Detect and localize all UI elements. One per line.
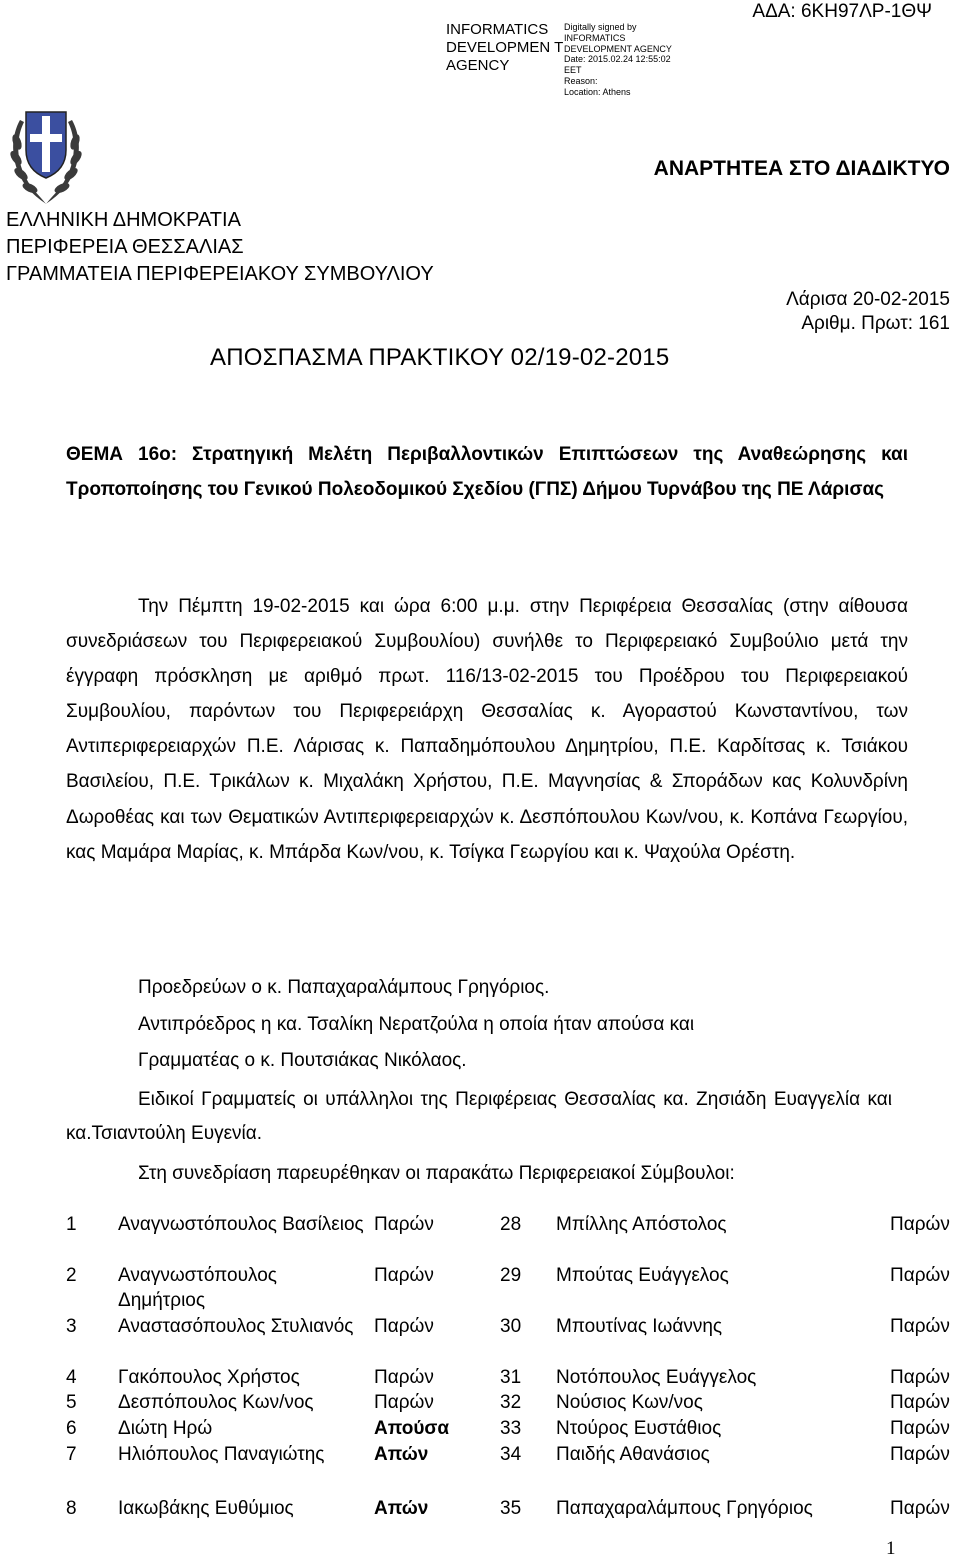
member-status: Απούσα [374,1418,450,1439]
signature-details [564,22,694,98]
signature-line: DEVELOPMENT AGENCY [564,43,672,54]
signature-line: Reason: [564,75,598,86]
signature-line: INFORMATICS [564,32,626,43]
chair-line: Προεδρεύων ο κ. Παπαχαραλάμπους Γρηγόριος. [138,977,550,998]
signature-line: EET [564,65,582,76]
issuer-line: ΠΕΡΙΦΕΡΕΙΑ ΘΕΣΣΑΛΙΑΣ [6,236,244,258]
session-roles [138,970,694,1080]
member-status: Παρών [890,1392,950,1413]
signature-line: Digitally signed by [564,22,637,32]
issuer-line: ΕΛΛΗΝΙΚΗ ΔΗΜΟΚΡΑΤΙΑ [6,209,241,231]
member-status: Παρών [890,1214,950,1235]
member-name: Διώτη Ηρώ [118,1418,213,1439]
member-status: Παρών [890,1498,950,1519]
member-name: Ιακωβάκης Ευθύμιος [118,1498,294,1519]
member-name: Νούσιος Κων/νος [556,1392,703,1413]
posted-online-notice: ΑΝΑΡΤΗΤΕΑ ΣΤΟ ΔΙΑΔΙΚΤΥΟ [653,157,950,180]
body-paragraph: Την Πέμπτη 19-02-2015 και ώρα 6:00 μ.μ. στην Περιφέρεια Θεσσαλίας (στην αίθουσα συνεδριάσεων του Περιφερειακού Συμβουλίου) συνήλθε το Περιφερειακό Συμβούλιο μετά την έγγραφη πρόσκληση με αριθμό πρωτ. 116/13-02-2015 του Προέδρου του Περιφερειακού Συμβουλίου, παρόντων του Περιφερειάρχη Θεσσαλίας κ. Αγοραστού Κωνσταντίνου, των Αντιπεριφερειαρχών Π.Ε. Λάρισας κ. Παπαδημόπουλου Δημητρίου, Π.Ε. Καρδίτσας κ. Τσιάκου Βασιλείου, Π.Ε. Τρικάλων κ. Μιχαλάκη Χρήστου, Π.Ε. Μαγνησίας & Σποράδων κας Κολυνδρίνη Δωροθέας και των Θεματικών Αντιπεριφερειαρχών κ. Δεσπόπουλου Κων/νου, κ. Κοπάνα Γεωργίου, κας Μαμάρα Μαρίας, κ. Μπάρδα Κων/νου, κ. Τσίγκα Γεωργίου και κ. Ψαχούλα Ορέστη. [66,596,908,863]
member-status: Παρών [374,1214,434,1235]
member-number: 34 [500,1444,522,1465]
member-number: 31 [500,1367,522,1388]
member-number: 30 [500,1316,522,1337]
member-number: 32 [500,1392,522,1413]
member-number: 1 [66,1214,77,1235]
member-name: Δεσπόπουλος Κων/νος [118,1392,314,1413]
signature-line: Date: 2015.02.24 12:55:02 [564,54,671,65]
member-number: 6 [66,1418,77,1439]
member-number: 28 [500,1214,522,1235]
member-status: Παρών [890,1316,950,1337]
member-number: 4 [66,1367,77,1388]
member-status: Παρών [890,1367,950,1388]
member-name: Αναγνωστόπουλος Δημήτριος [118,1265,277,1311]
member-name: Νοτόπουλος Ευάγγελος [556,1367,757,1388]
member-status: Παρών [374,1367,434,1388]
member-status: Παρών [890,1265,950,1286]
ada-code: ΑΔΑ: 6ΚΗ97ΛΡ-1ΘΨ [752,1,932,22]
subject: ΘΕΜΑ 16ο: Στρατηγική Μελέτη Περιβαλλοντικών Επιπτώσεων της Αναθεώρησης και Τροποποίησης του Γενικού Πολεοδομικού Σχεδίου (ΓΠΣ) Δήμου Τυρνάβου της ΠΕ Λάρισας [66,444,908,500]
member-number: 2 [66,1265,77,1286]
greek-coat-of-arms-icon [6,98,86,208]
protocol-number: Αριθμ. Πρωτ: 161 [801,313,950,334]
signature-line: Location: Athens [564,86,631,97]
member-name: Μπίλλης Απόστολος [556,1214,727,1235]
special-secretaries: Ειδικοί Γραμματείς οι υπάλληλοι της Περιφέρειας Θεσσαλίας κα. Ζησιάδη Ευαγγελία και κα.Τσιαντούλη Ευγενία. [66,1089,892,1144]
member-name: Μπούτας Ευάγγελος [556,1265,729,1286]
member-name: Παπαχαραλάμπους Γρηγόριος [556,1498,813,1519]
member-number: 7 [66,1444,77,1465]
member-number: 33 [500,1418,522,1439]
member-number: 8 [66,1498,77,1519]
member-name: Ντούρος Ευστάθιος [556,1418,722,1439]
issuer-line: ΓΡΑΜΜΑΤΕΙΑ ΠΕΡΙΦΕΡΕΙΑΚΟΥ ΣΥΜΒΟΥΛΙΟΥ [6,263,434,285]
signature-name: INFORMATICS DEVELOPMEN T AGENCY [446,21,563,74]
issuer-block [6,207,434,288]
member-status: Παρών [374,1265,434,1286]
page-number: 1 [886,1538,896,1559]
member-number: 35 [500,1498,522,1519]
member-name: Αναγνωστόπουλος Βασίλειος [118,1214,364,1235]
place-date: Λάρισα 20-02-2015 [786,289,950,310]
member-status: Παρών [890,1444,950,1465]
member-status: Παρών [374,1392,434,1413]
member-status: Απών [374,1498,429,1519]
member-name: Παιδής Αθανάσιος [556,1444,710,1465]
vice-chair-line: Αντιπρόεδρος η κα. Τσαλίκη Νερατζούλα η οποία ήταν απούσα και [138,1013,695,1035]
member-status: Απών [374,1444,429,1465]
member-number: 3 [66,1316,77,1337]
document-title: ΑΠΟΣΠΑΣΜΑ ΠΡΑΚΤΙΚΟΥ 02/19-02-2015 [210,344,670,371]
member-status: Παρών [890,1418,950,1439]
member-name: Γακόπουλος Χρήστος [118,1367,300,1388]
member-name: Αναστασόπουλος Στυλιανός [118,1316,354,1337]
member-number: 5 [66,1392,77,1413]
secretary-line: Γραμματέας ο κ. Πουτσιάκας Νικόλαος. [138,1050,467,1071]
member-status: Παρών [374,1316,434,1337]
member-name: Ηλιόπουλος Παναγιώτης [118,1444,325,1465]
attendance-intro: Στη συνεδρίαση παρευρέθηκαν οι παρακάτω Περιφερειακοί Σύμβουλοι: [138,1163,735,1184]
place-date-block [786,288,950,336]
member-name: Μπουτίνας Ιωάννης [556,1316,723,1337]
member-number: 29 [500,1265,522,1286]
